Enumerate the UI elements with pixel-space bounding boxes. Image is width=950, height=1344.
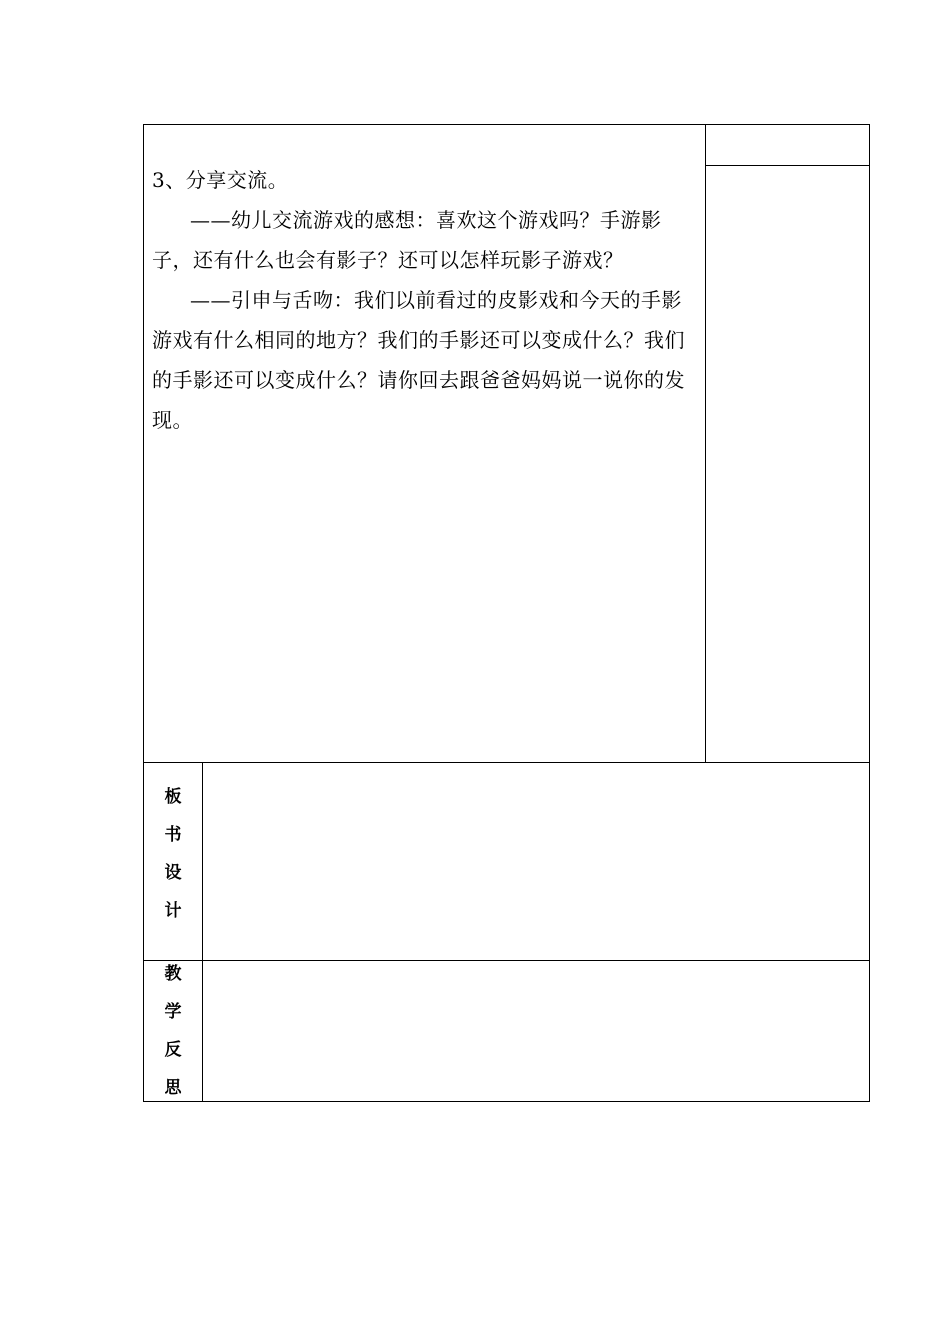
teaching-reflection-label-char: 反 (164, 1040, 182, 1060)
board-design-label-char: 书 (164, 825, 182, 845)
teaching-reflection-label-char: 学 (164, 1002, 182, 1022)
lesson-content (152, 160, 700, 440)
label-column-divider (202, 762, 203, 1102)
notes-header-line (705, 165, 870, 166)
board-design-label-char: 板 (164, 787, 182, 807)
lesson-section-bottom-line (143, 762, 870, 763)
board-design-label-char: 设 (164, 863, 182, 883)
teaching-reflection-label (144, 955, 202, 1107)
lesson-heading: 3、分享交流。 (152, 168, 289, 192)
board-design-label-char: 计 (164, 901, 182, 921)
teaching-reflection-label-char: 教 (164, 964, 182, 984)
lesson-paragraph-1: ——幼儿交流游戏的感想：喜欢这个游戏吗？手游影子，还有什么也会有影子？还可以怎样玩影子游戏？ (152, 208, 662, 272)
teaching-reflection-label-char: 思 (164, 1078, 182, 1098)
lesson-paragraph-2: ——引申与舌吻：我们以前看过的皮影戏和今天的手影游戏有什么相同的地方？我们的手影还可以变成什么？我们的手影还可以变成什么？请你回去跟爸爸妈妈说一说你的发现。 (152, 288, 685, 432)
teaching-reflection-content (210, 968, 860, 1093)
board-design-content (210, 770, 860, 950)
board-section-bottom-line (143, 960, 870, 961)
notes-column-divider (705, 124, 706, 763)
board-design-label (144, 778, 202, 930)
